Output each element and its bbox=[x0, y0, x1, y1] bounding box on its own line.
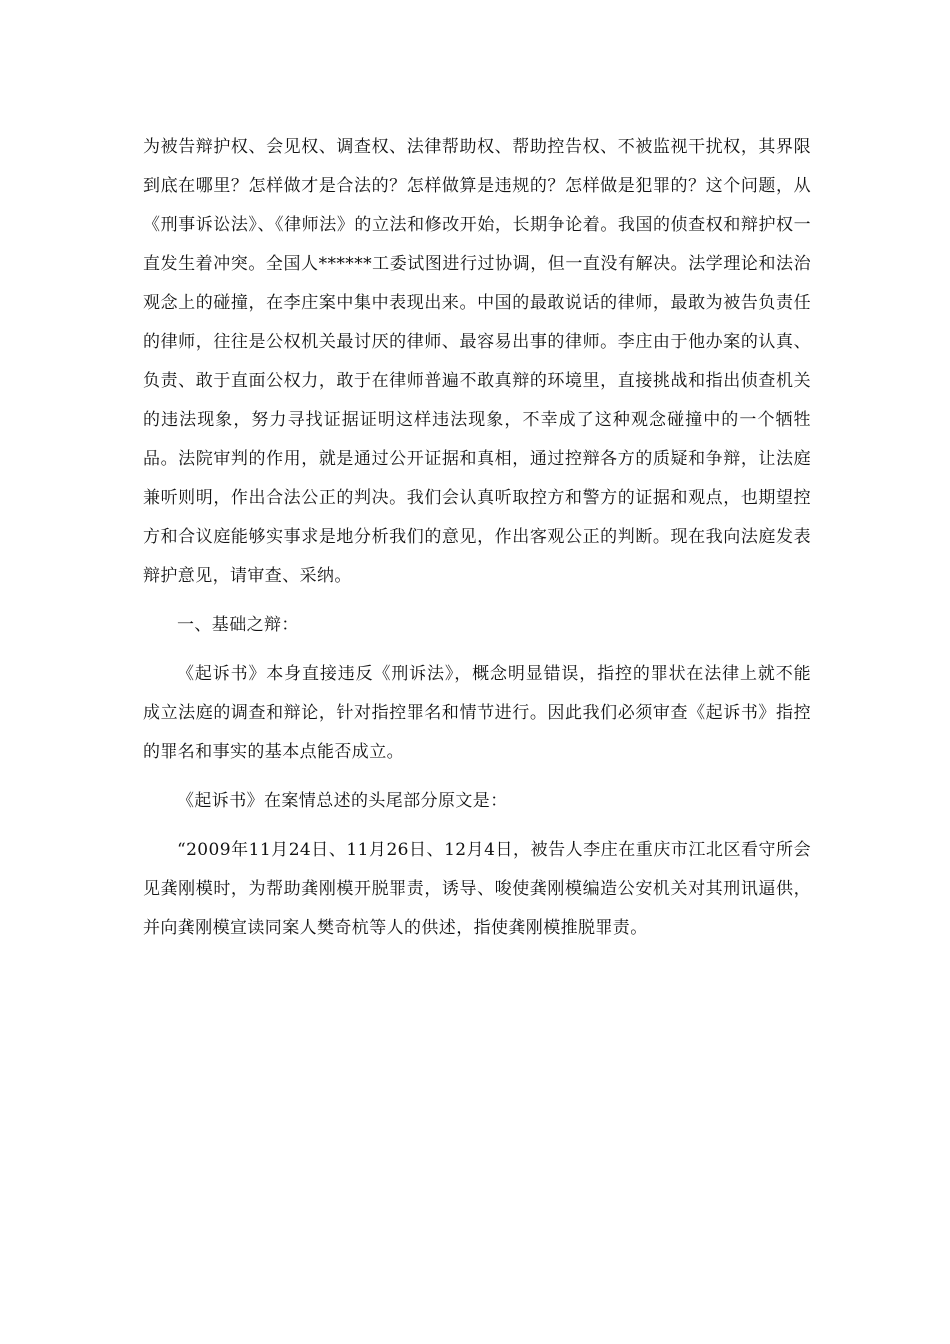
paragraph-1: 为被告辩护权、会见权、调查权、法律帮助权、帮助控告权、不被监视干扰权，其界限到底在哪里？怎样做才是合法的？怎样做算是违规的？怎样做是犯罪的？这个问题，从《刑事诉讼法》、《律师法》的立法和修改开始，长期争论着。我国的侦查权和辩护权一直发生着冲突。全国人******工委试图进行过协调，但一直没有解决。法学理论和法治观念上的碰撞，在李庄案中集中表现出来。中国的最敢说话的律师，最敢为被告负责任的律师，往往是公权机关最讨厌的律师、最容易出事的律师。李庄由于他办案的认真、负责、敢于直面公权力，敢于在律师普遍不敢真辩的环境里，直接挑战和指出侦查机关的违法现象，努力寻找证据证明这样违法现象，不幸成了这种观念碰撞中的一个牺牲品。法院审判的作用，就是通过公开证据和真相，通过控辩各方的质疑和争辩，让法庭兼听则明，作出合法公正的判决。我们会认真听取控方和警方的证据和观点，也期望控方和合议庭能够实事求是地分析我们的意见，作出客观公正的判断。现在我向法庭发表辩护意见，请审查、采纳。 bbox=[143, 137, 811, 586]
section-heading: 一、基础之辩： bbox=[177, 615, 299, 635]
document-body bbox=[143, 128, 811, 948]
paragraph-2: 《起诉书》本身直接违反《刑诉法》，概念明显错误，指控的罪状在法律上就不能成立法庭的调查和辩论，针对指控罪名和情节进行。因此我们必须审查《起诉书》指控的罪名和事实的基本点能否成立。 bbox=[143, 664, 811, 762]
paragraph-4: “2009年11月24日、11月26日、12月4日，被告人李庄在重庆市江北区看守所会见龚刚模时，为帮助龚刚模开脱罪责，诱导、唆使龚刚模编造公安机关对其刑讯逼供，并向龚刚模宣读同案人樊奇杭等人的供述，指使龚刚模推脱罪责。 bbox=[143, 840, 811, 938]
paragraph-3: 《起诉书》在案情总述的头尾部分原文是： bbox=[177, 791, 508, 811]
